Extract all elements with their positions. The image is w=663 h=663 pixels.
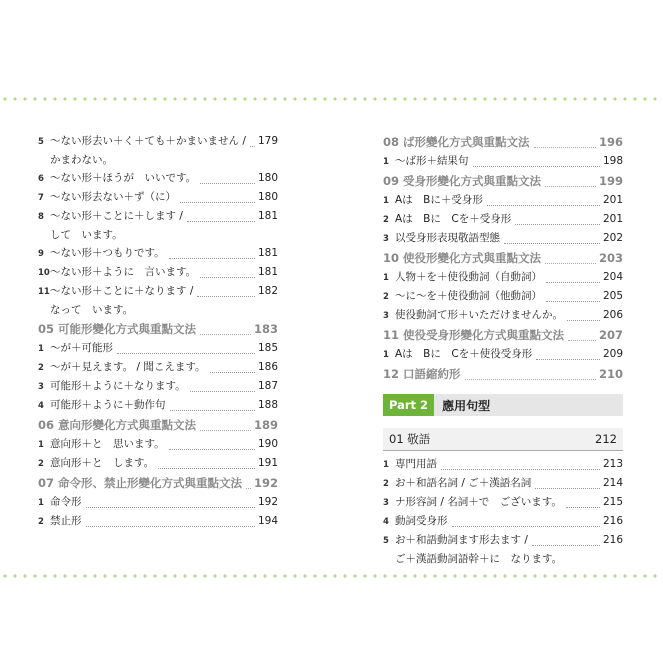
toc-section-heading[interactable] — [383, 325, 623, 345]
dot-leader — [504, 242, 600, 244]
entry-page: 181 — [257, 247, 278, 259]
toc-entry[interactable] — [38, 454, 278, 473]
entry-title: 意向形＋と します。 — [50, 457, 155, 469]
toc-entry[interactable] — [38, 435, 278, 454]
entry-title: 使役動詞て形＋いただけませんか。 — [395, 309, 563, 321]
toc-entry[interactable] — [38, 244, 278, 263]
dot-leader — [200, 182, 255, 184]
entry-page: 192 — [257, 496, 278, 508]
entry-page: 213 — [602, 458, 623, 470]
entry-page: 215 — [602, 496, 623, 508]
section-page: 199 — [598, 174, 623, 188]
entry-title: 〜ない形去ない＋ず（に） — [50, 191, 176, 203]
dot-leader — [487, 204, 600, 206]
entry-number: 2 — [383, 215, 389, 225]
entry-number: 8 — [38, 212, 44, 222]
entry-page: 181 — [257, 266, 278, 278]
entry-title: 〜ない形＋ように 言います。 — [50, 266, 197, 278]
entry-number: 2 — [38, 517, 44, 527]
toc-right-column — [383, 132, 623, 568]
dot-leader — [158, 467, 255, 469]
dot-leader — [200, 276, 255, 278]
entry-title: 〜ない形＋ことに＋なります / — [50, 285, 194, 297]
entry-page: 180 — [257, 172, 278, 184]
entry-number: 10 — [38, 268, 50, 278]
entry-title: 可能形＋ように＋動作句 — [50, 399, 166, 411]
dot-leader — [170, 409, 255, 411]
entry-page: 202 — [602, 232, 623, 244]
section-title: 05 可能形變化方式與重點文法 — [38, 322, 197, 336]
toc-entry[interactable] — [383, 229, 623, 248]
toc-entry[interactable] — [38, 512, 278, 531]
toc-section-heading[interactable] — [38, 473, 278, 493]
entry-number: 2 — [38, 459, 44, 469]
entry-number: 5 — [383, 536, 389, 546]
entry-title: 人物＋を＋使役動詞（自動詞） — [395, 271, 542, 283]
entry-title: 意向形＋と 思います。 — [50, 438, 165, 450]
entry-page: 194 — [257, 515, 278, 527]
toc-entry[interactable] — [383, 152, 623, 171]
toc-entry[interactable] — [383, 287, 623, 306]
dot-leader — [441, 468, 600, 470]
entry-number: 1 — [383, 157, 389, 167]
toc-entry-continuation: ご＋漢語動詞語幹＋に なります。 — [395, 553, 563, 565]
entry-number: 5 — [38, 137, 44, 147]
toc-entry[interactable] — [38, 282, 278, 301]
entry-title: 〜ない形＋ほうが いいです。 — [50, 172, 197, 184]
part-badge: Part 2 — [383, 394, 434, 416]
dot-leader — [169, 448, 255, 450]
dot-leader — [534, 146, 596, 148]
entry-number: 4 — [38, 401, 44, 411]
entry-title: 動詞受身形 — [395, 515, 448, 527]
entry-page: 191 — [257, 457, 278, 469]
entry-number: 1 — [383, 273, 389, 283]
entry-page: 201 — [602, 194, 623, 206]
toc-entry[interactable] — [38, 207, 278, 226]
entry-page: 214 — [602, 477, 623, 489]
entry-title: 〜ない形去い＋く＋ても＋かまいません / — [50, 135, 246, 147]
dot-leader — [536, 358, 600, 360]
section-page: 203 — [598, 251, 623, 265]
entry-number: 1 — [38, 344, 44, 354]
entry-title: ナ形容詞 / 名詞＋で ございます。 — [395, 496, 562, 508]
entry-page: 198 — [602, 155, 623, 167]
entry-title: お＋和語動詞ます形去ます / — [395, 534, 528, 546]
dot-leader — [200, 429, 251, 431]
dot-leader — [532, 544, 600, 546]
dot-leader — [210, 371, 255, 373]
toc-section-heading[interactable] — [38, 319, 278, 339]
toc-entry-continuation: かまわない。 — [50, 154, 113, 166]
toc-entry-continuation: なって います。 — [50, 304, 134, 316]
entry-number: 1 — [383, 196, 389, 206]
dot-leader — [473, 165, 600, 167]
entry-number: 1 — [383, 350, 389, 360]
dot-leader — [546, 281, 600, 283]
dot-leader — [246, 487, 251, 489]
toc-entry[interactable] — [38, 493, 278, 512]
dot-leader — [250, 145, 255, 147]
entry-title: Aは Bに Cを＋受身形 — [395, 213, 512, 225]
toc-entry[interactable] — [38, 358, 278, 377]
section-title: 08 ば形變化方式與重點文法 — [383, 135, 530, 149]
dot-leader — [535, 487, 600, 489]
entry-number: 3 — [383, 311, 389, 321]
toc-entry[interactable] — [383, 512, 623, 531]
entry-title: 禁止形 — [50, 515, 82, 527]
dot-leader — [566, 506, 600, 508]
entry-title: 〜に〜を＋使役動詞（他動詞） — [395, 290, 542, 302]
toc-entry[interactable] — [383, 531, 623, 550]
dot-leader — [197, 295, 255, 297]
toc-section-heading[interactable] — [38, 415, 278, 435]
toc-entry[interactable] — [383, 306, 623, 325]
entry-page: 180 — [257, 191, 278, 203]
section-title: 12 口語縮約形 — [383, 367, 461, 381]
entry-title: Aは Bに Cを＋使役受身形 — [395, 348, 533, 360]
section-page: 183 — [253, 322, 278, 336]
toc-left-column — [38, 132, 278, 531]
section-title: 07 命令形、禁止形變化方式與重點文法 — [38, 476, 243, 490]
toc-section-heading[interactable] — [383, 132, 623, 152]
toc-section-heading[interactable] — [383, 364, 623, 384]
section-title: 10 使役形變化方式與重點文法 — [383, 251, 542, 265]
entry-number: 2 — [383, 479, 389, 489]
entry-number: 3 — [383, 234, 389, 244]
unit-page: 212 — [595, 432, 617, 446]
dot-leader — [545, 262, 596, 264]
top-dot-border — [0, 96, 663, 102]
entry-page: 216 — [602, 515, 623, 527]
toc-section-heading[interactable] — [383, 171, 623, 191]
toc-right-list-2 — [383, 455, 623, 568]
entry-page: 179 — [257, 135, 278, 147]
entry-title: 〜ない形＋つもりです。 — [50, 247, 165, 259]
entry-page: 187 — [257, 380, 278, 392]
entry-title: Aは Bに＋受身形 — [395, 194, 483, 206]
toc-entry[interactable] — [383, 191, 623, 210]
toc-entry[interactable] — [383, 493, 623, 512]
entry-number: 3 — [383, 498, 389, 508]
toc-entry[interactable] — [38, 169, 278, 188]
entry-page: 204 — [602, 271, 623, 283]
section-title: 09 受身形變化方式與重點文法 — [383, 174, 542, 188]
entry-title: 〜ない形＋ことに＋します / — [50, 210, 183, 222]
section-title: 06 意向形變化方式與重點文法 — [38, 418, 197, 432]
entry-page: 186 — [257, 361, 278, 373]
dot-leader — [465, 378, 596, 380]
dot-leader — [187, 220, 255, 222]
toc-entry[interactable] — [383, 210, 623, 229]
toc-entry[interactable] — [38, 188, 278, 207]
toc-entry[interactable] — [383, 455, 623, 474]
toc-entry[interactable] — [383, 474, 623, 493]
entry-number: 9 — [38, 249, 44, 259]
entry-title: 命令形 — [50, 496, 82, 508]
bottom-dot-border — [0, 573, 663, 579]
entry-page: 201 — [602, 213, 623, 225]
dot-leader — [117, 352, 255, 354]
entry-number: 2 — [383, 292, 389, 302]
dot-leader — [190, 390, 255, 392]
dot-leader — [86, 525, 255, 527]
toc-entry[interactable] — [383, 268, 623, 287]
entry-title: 可能形＋ように＋なります。 — [50, 380, 186, 392]
toc-section-heading[interactable] — [383, 248, 623, 268]
entry-page: 206 — [602, 309, 623, 321]
dot-leader — [515, 223, 600, 225]
entry-page: 181 — [257, 210, 278, 222]
toc-right-list — [383, 132, 623, 384]
entry-title: 以受身形表現敬語型態 — [395, 232, 500, 244]
section-page: 192 — [253, 476, 278, 490]
toc-entry[interactable] — [383, 345, 623, 364]
entry-title: お＋和語名詞 / ご＋漢語名詞 — [395, 477, 532, 489]
section-title: 11 使役受身形變化方式與重點文法 — [383, 328, 565, 342]
section-page: 189 — [253, 418, 278, 432]
entry-number: 1 — [383, 460, 389, 470]
entry-number: 2 — [38, 363, 44, 373]
entry-number: 1 — [38, 498, 44, 508]
dot-leader — [567, 319, 600, 321]
entry-page: 205 — [602, 290, 623, 302]
entry-title: 〜が＋見えます。 / 聞こえます。 — [50, 361, 206, 373]
part-title: 應用句型 — [442, 398, 491, 413]
dot-leader — [169, 257, 255, 259]
entry-number: 3 — [38, 382, 44, 392]
part-header — [383, 394, 623, 416]
entry-title: 〜ば形＋結果句 — [395, 155, 469, 167]
entry-title: 専門用語 — [395, 458, 437, 470]
toc-entry[interactable] — [38, 377, 278, 396]
section-page: 207 — [598, 328, 623, 342]
dot-leader — [86, 506, 255, 508]
toc-entry-continuation: して います。 — [50, 229, 123, 241]
unit-header[interactable] — [383, 428, 623, 451]
entry-page: 209 — [602, 348, 623, 360]
section-page: 196 — [598, 135, 623, 149]
entry-number: 11 — [38, 287, 50, 297]
dot-leader — [200, 333, 251, 335]
unit-title: 01 敬語 — [389, 432, 431, 446]
dot-leader — [545, 185, 596, 187]
section-page: 210 — [598, 367, 623, 381]
toc-entry[interactable] — [38, 263, 278, 282]
entry-page: 216 — [602, 534, 623, 546]
entry-number: 4 — [383, 517, 389, 527]
entry-page: 182 — [257, 285, 278, 297]
entry-number: 6 — [38, 174, 44, 184]
toc-entry[interactable] — [38, 396, 278, 415]
dot-leader — [546, 300, 600, 302]
entry-page: 188 — [257, 399, 278, 411]
dot-leader — [180, 201, 255, 203]
entry-page: 185 — [257, 342, 278, 354]
toc-entry[interactable] — [38, 339, 278, 358]
dot-leader — [452, 525, 600, 527]
entry-page: 190 — [257, 438, 278, 450]
toc-entry[interactable] — [38, 132, 278, 151]
entry-title: 〜が＋可能形 — [50, 342, 113, 354]
entry-number: 7 — [38, 193, 44, 203]
entry-number: 1 — [38, 440, 44, 450]
dot-leader — [568, 339, 596, 341]
